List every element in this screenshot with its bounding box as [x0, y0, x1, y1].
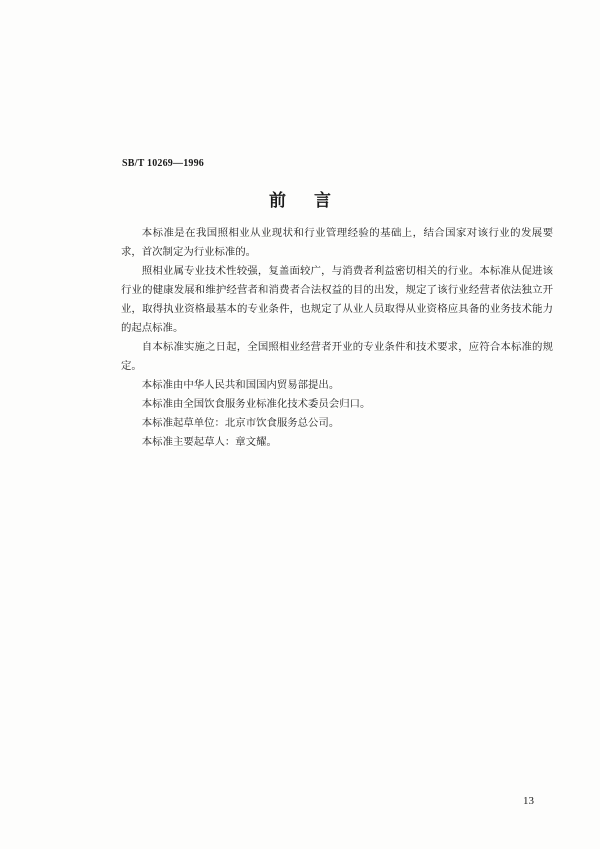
foreword-paragraph: 本标准主要起草人：章文耀。 [141, 436, 277, 448]
foreword-paragraph: 本标准由中华人民共和国国内贸易部提出。 [141, 379, 340, 391]
standard-code: SB/T 10269—1996 [122, 158, 204, 169]
foreword-body [121, 224, 553, 452]
foreword-paragraph: 本标准起草单位：北京市饮食服务总公司。 [141, 417, 340, 429]
foreword-paragraph: 本标准是在我国照相业从业现状和行业管理经验的基础上，结合国家对该行业的发展要求，首次制定为行业标准的。 [121, 227, 553, 258]
foreword-paragraph: 照相业属专业技术性较强，复盖面较广，与消费者利益密切相关的行业。本标准从促进该行业的健康发展和维护经营者和消费者合法权益的目的出发，规定了该行业经营者依法独立开业，取得执业资格最基本的专业条件，也规定了从业人员取得从业资格应具备的业务技术能力的起点标准。 [121, 265, 553, 334]
page-title: 前言 [269, 191, 359, 211]
page-number: 13 [523, 795, 534, 807]
foreword-paragraph: 自本标准实施之日起，全国照相业经营者开业的专业条件和技术要求，应符合本标准的规定。 [121, 341, 553, 372]
foreword-paragraph: 本标准由全国饮食服务业标准化技术委员会归口。 [141, 398, 371, 410]
